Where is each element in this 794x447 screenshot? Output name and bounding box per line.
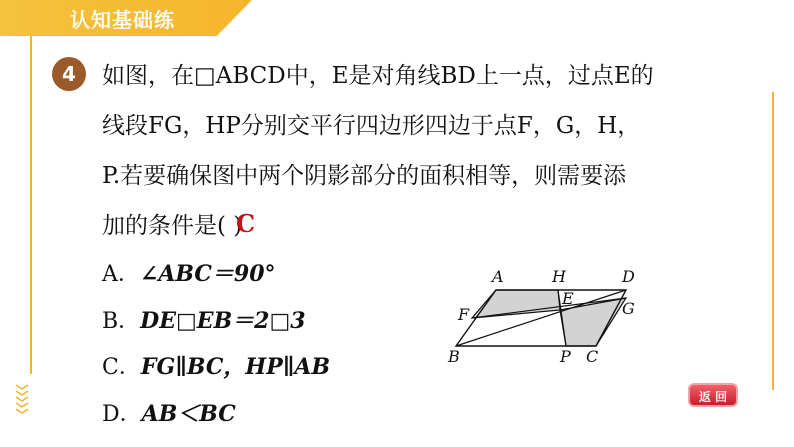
- point-c-label: C: [586, 347, 599, 366]
- question-line-3: P.若要确保图中两个阴影部分的面积相等，则需要添: [102, 163, 627, 189]
- point-h-label: H: [552, 267, 566, 286]
- left-border-line: [30, 36, 32, 374]
- question-line-1: 如图，在□ABCD中，E是对角线BD上一点，过点E的: [102, 63, 654, 89]
- option-c-label: C．: [102, 355, 141, 380]
- option-b-text: DE□EB＝2□3: [140, 308, 306, 334]
- option-d[interactable]: [102, 397, 236, 428]
- point-d-label: D: [622, 267, 635, 286]
- option-b[interactable]: [102, 304, 306, 335]
- point-f-label: F: [458, 305, 470, 324]
- point-a-label: A: [492, 267, 504, 286]
- option-a[interactable]: [102, 257, 276, 288]
- question-line-4: 加的条件是( ): [102, 213, 243, 239]
- option-a-label: A．: [102, 262, 140, 287]
- option-c[interactable]: [102, 350, 330, 381]
- question-line-2: 线段FG，HP分别交平行四边形四边于点F，G，H，: [102, 113, 641, 139]
- parallelogram-figure: [440, 262, 680, 372]
- option-c-text: FG∥BC，HP∥AB: [140, 354, 331, 380]
- option-a-text: ∠ABC＝90°: [139, 261, 276, 287]
- point-b-label: B: [448, 347, 460, 366]
- answer-mark: C: [236, 209, 256, 238]
- option-d-text: AB＜BC: [141, 401, 236, 427]
- point-e-label: E: [562, 289, 574, 308]
- section-title: 认知基础练: [70, 8, 175, 32]
- right-border-line: [772, 92, 774, 390]
- question-number-badge: 4: [52, 57, 86, 91]
- option-d-label: D．: [102, 402, 142, 427]
- point-p-label: P: [560, 347, 571, 366]
- option-b-label: B．: [102, 309, 141, 334]
- chevron-decoration-icon: [12, 383, 32, 415]
- back-button[interactable]: 返 回: [688, 383, 738, 407]
- point-g-label: G: [622, 299, 635, 318]
